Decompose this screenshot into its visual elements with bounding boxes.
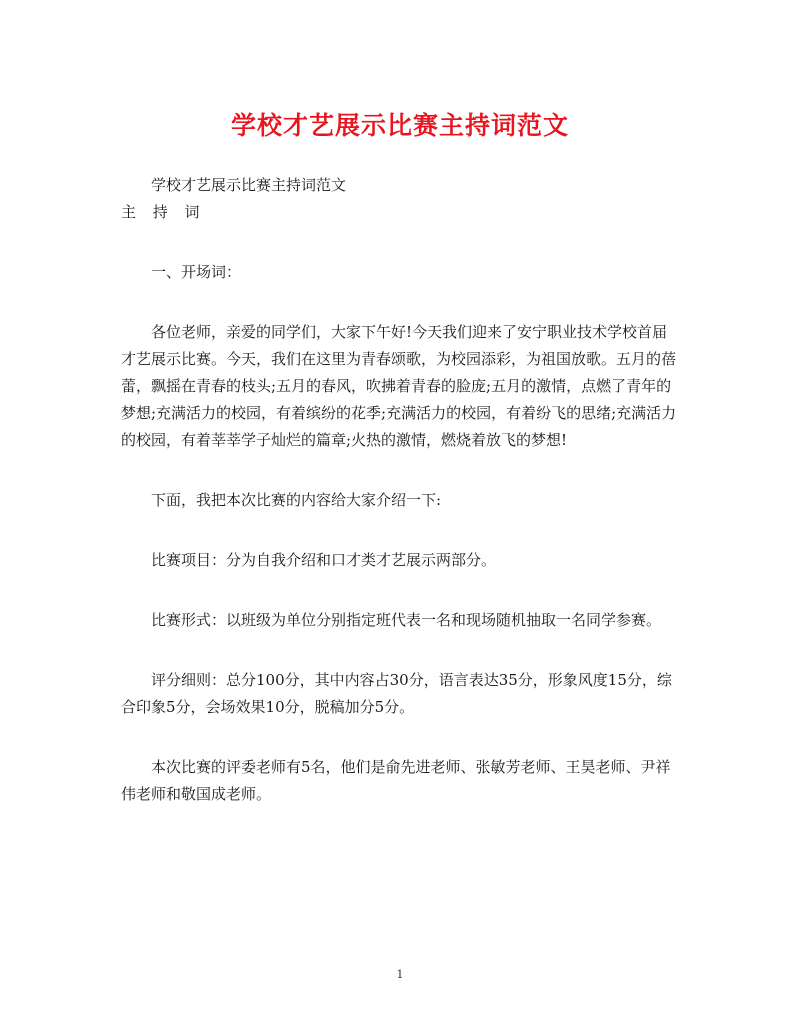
page-number: 1 <box>396 968 404 981</box>
intro-paragraph: 下面，我把本次比赛的内容给大家介绍一下: <box>151 491 442 509</box>
document-title: 学校才艺展示比赛主持词范文 <box>230 111 569 140</box>
subtitle-paragraph: 学校才艺展示比赛主持词范文 <box>151 176 347 194</box>
host-label: 主 持 词 <box>121 203 206 221</box>
scoring-paragraph: 评分细则：总分100分，其中内容占30分，语言表达35分，形象风度15分，综合印象5分，会场效果10分，脱稿加分5分。 <box>121 671 672 716</box>
section-heading-opening: 一、开场词： <box>151 263 242 281</box>
document-body <box>121 172 681 808</box>
judges-paragraph: 本次比赛的评委老师有5名，他们是俞先进老师、张敏芳老师、王昊老师、尹祥伟老师和敬国成老师。 <box>121 758 671 803</box>
opening-speech-paragraph: 各位老师，亲爱的同学们，大家下午好!今天我们迎来了安宁职业技术学校首届才艺展示比赛。今天，我们在这里为青春颂歌，为校园添彩，为祖国放歌。五月的蓓蕾，飘摇在青春的枝头;五月的春风，吹拂着青春的脸庞;五月的激情，点燃了青年的梦想;充满活力的校园，有着缤纷的花季;充满活力的校园，有着纷飞的思绪;充满活力的校园，有着莘莘学子灿烂的篇章;火热的激情，燃烧着放飞的梦想! <box>121 323 677 449</box>
format-paragraph: 比赛形式：以班级为单位分别指定班代表一名和现场随机抽取一名同学参赛。 <box>151 611 662 629</box>
items-paragraph: 比赛项目：分为自我介绍和口才类才艺展示两部分。 <box>151 551 497 569</box>
